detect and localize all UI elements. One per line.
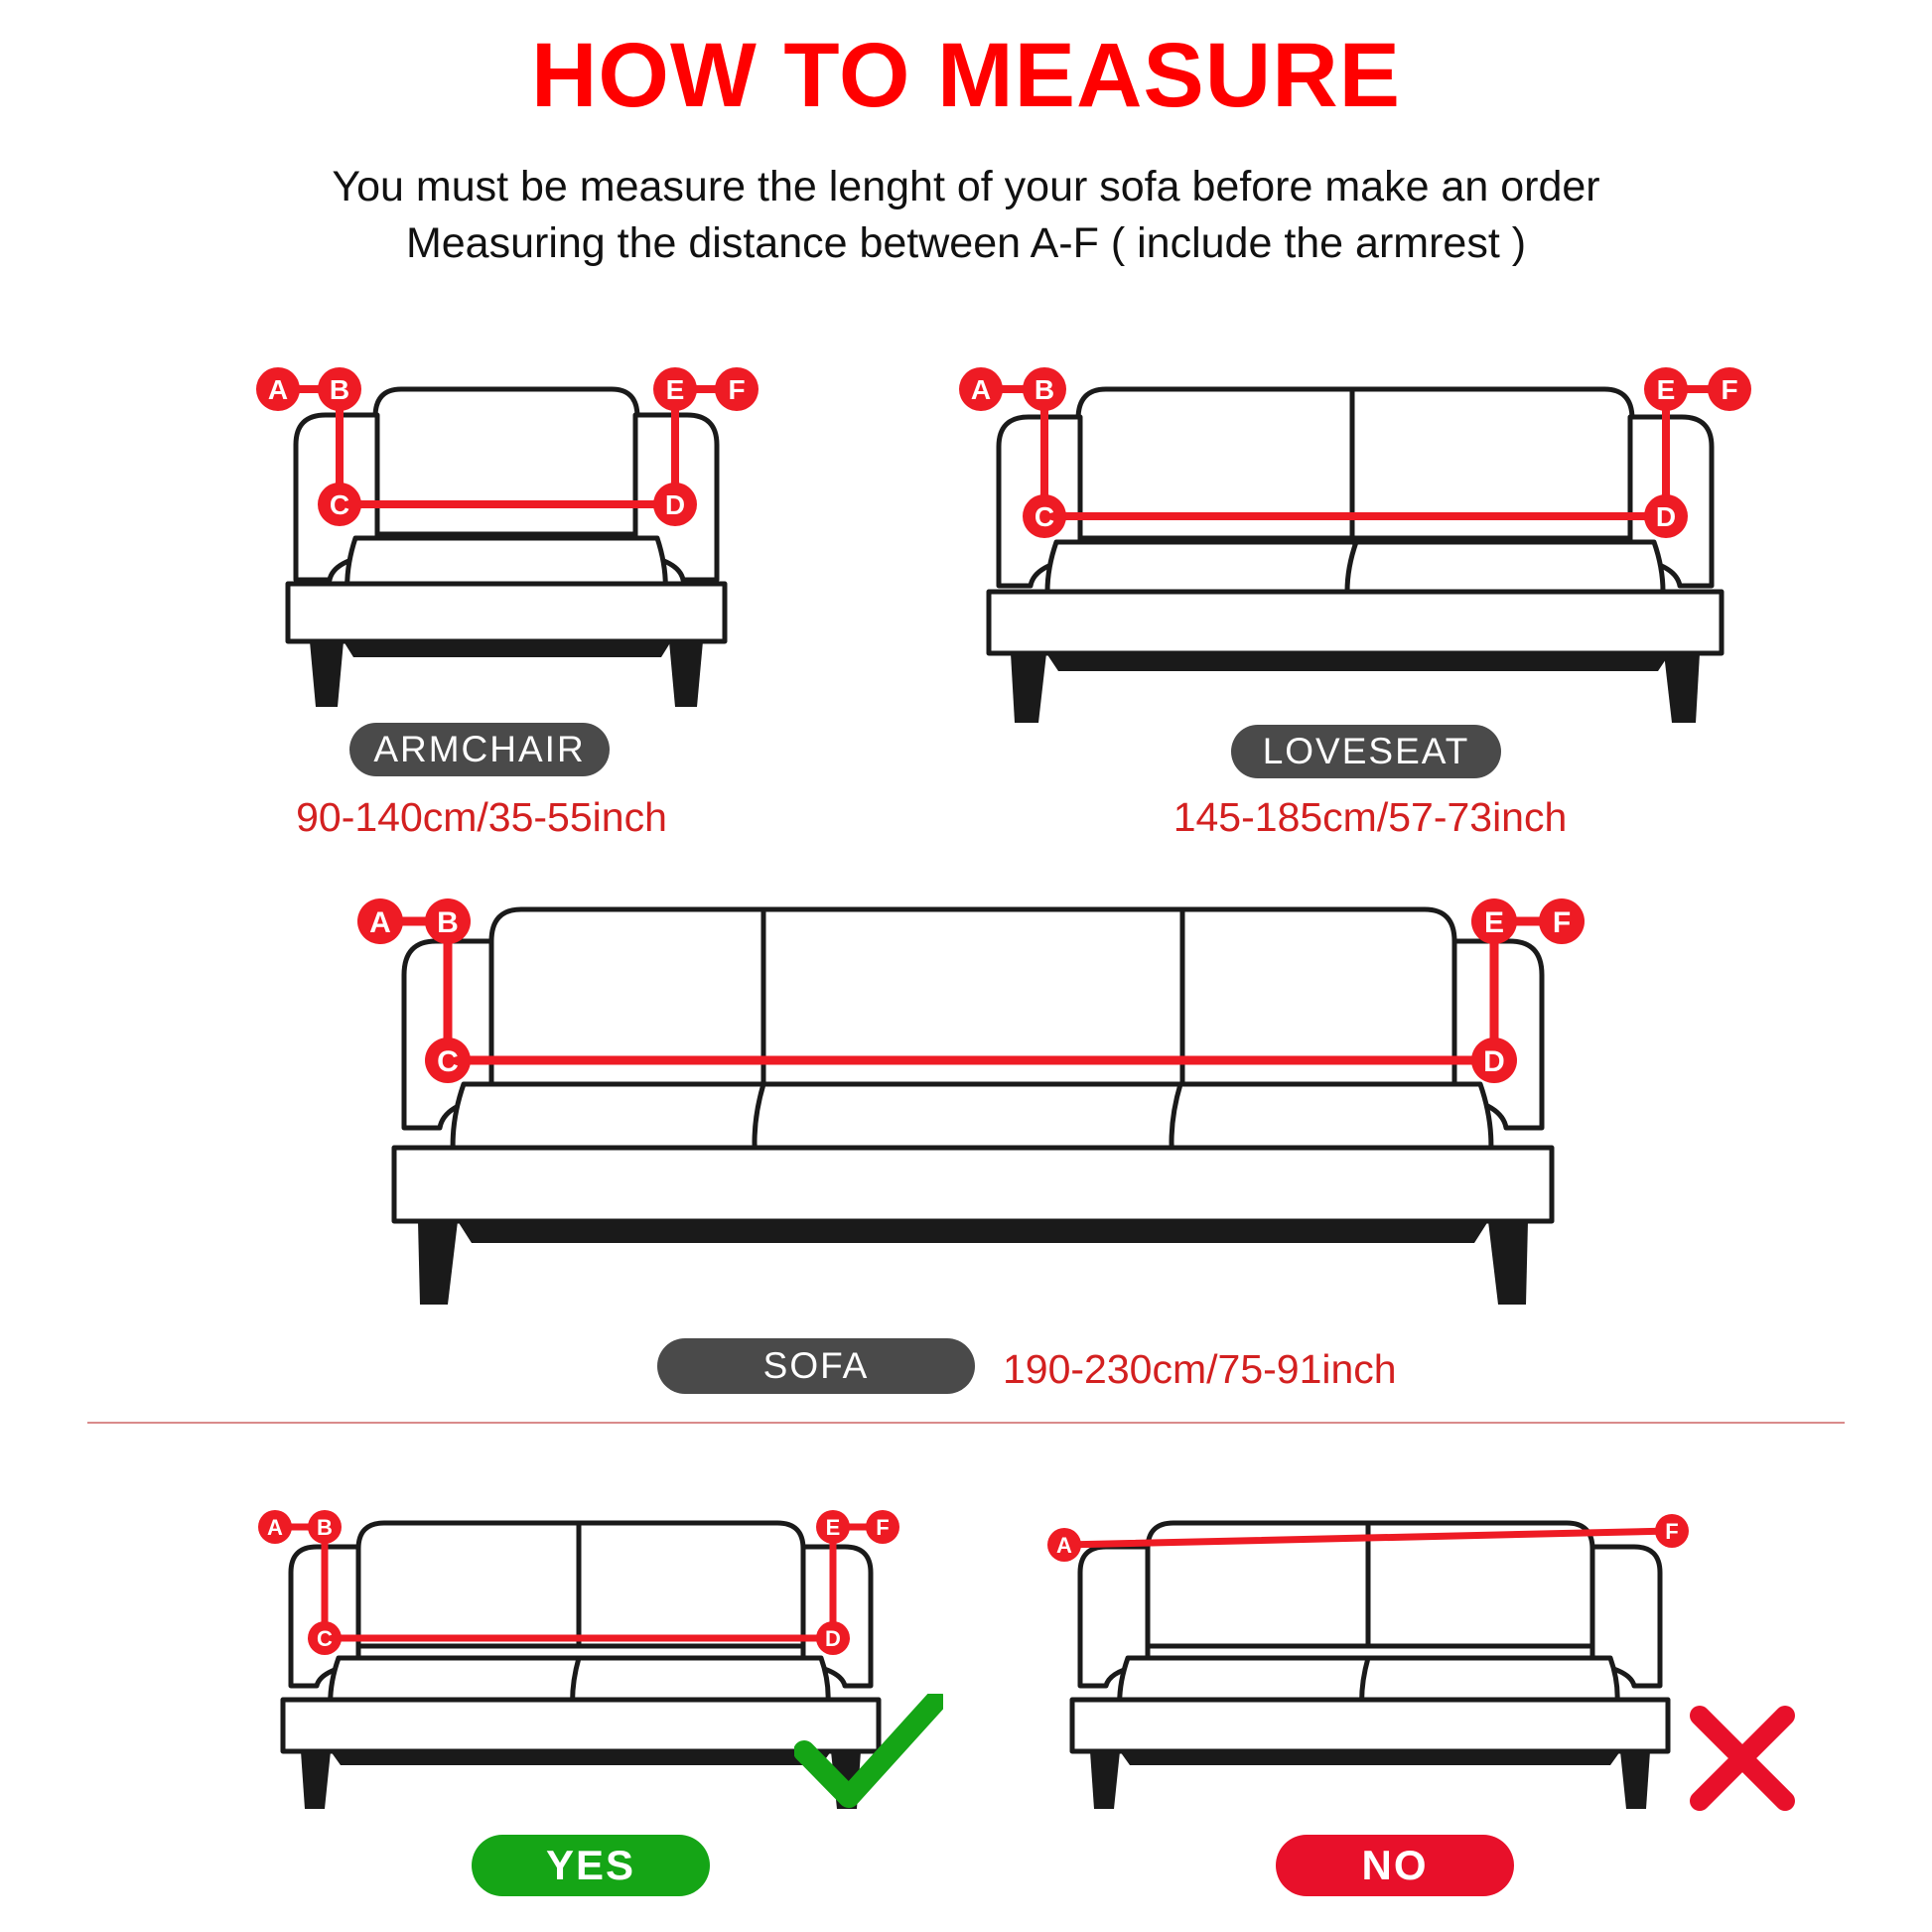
svg-text:D: D: [825, 1626, 841, 1651]
svg-text:B: B: [317, 1515, 333, 1540]
cross-mark-icon: [1688, 1704, 1797, 1813]
section-divider: [87, 1422, 1845, 1424]
svg-text:D: D: [1483, 1045, 1505, 1078]
svg-text:C: C: [317, 1626, 333, 1651]
loveseat-dimension: 145-185cm/57-73inch: [1173, 794, 1568, 840]
no-example-illustration: [1042, 1489, 1698, 1817]
subtitle-line-1: You must be measure the lenght of your sofa before make an order: [332, 163, 1600, 210]
svg-text:C: C: [329, 489, 350, 520]
page-title: HOW TO MEASURE: [530, 25, 1402, 126]
svg-text:B: B: [329, 374, 350, 405]
svg-text:A: A: [1056, 1533, 1072, 1558]
svg-text:D: D: [1655, 501, 1677, 532]
check-mark-icon: [794, 1694, 943, 1813]
page-subtitle: [0, 159, 1932, 272]
yes-badge: YES: [472, 1835, 710, 1896]
svg-text:E: E: [665, 374, 685, 405]
loveseat-illustration: [953, 328, 1757, 725]
sofa-badge: SOFA: [657, 1338, 975, 1394]
svg-text:C: C: [1034, 501, 1055, 532]
svg-text:E: E: [825, 1515, 841, 1540]
sofa-dimension: 190-230cm/75-91inch: [1003, 1346, 1397, 1392]
svg-text:A: A: [970, 374, 992, 405]
no-badge: NO: [1276, 1835, 1514, 1896]
svg-text:A: A: [267, 374, 289, 405]
svg-text:E: E: [1483, 906, 1505, 939]
svg-text:F: F: [876, 1515, 890, 1540]
svg-text:B: B: [437, 906, 459, 939]
armchair-illustration: [248, 328, 764, 725]
svg-text:F: F: [728, 374, 746, 405]
sofa-illustration: [352, 864, 1593, 1330]
svg-text:A: A: [267, 1515, 283, 1540]
subtitle-line-2: Measuring the distance between A-F ( include the armrest ): [405, 219, 1527, 268]
svg-text:D: D: [664, 489, 686, 520]
svg-text:B: B: [1034, 374, 1055, 405]
loveseat-badge: LOVESEAT: [1231, 725, 1501, 778]
svg-text:E: E: [1656, 374, 1676, 405]
svg-text:F: F: [1552, 906, 1572, 939]
svg-text:C: C: [437, 1045, 459, 1078]
svg-text:F: F: [1665, 1519, 1679, 1544]
svg-text:F: F: [1721, 374, 1738, 405]
armchair-dimension: 90-140cm/35-55inch: [296, 794, 667, 840]
svg-text:A: A: [369, 906, 391, 939]
armchair-badge: ARMCHAIR: [349, 723, 610, 776]
